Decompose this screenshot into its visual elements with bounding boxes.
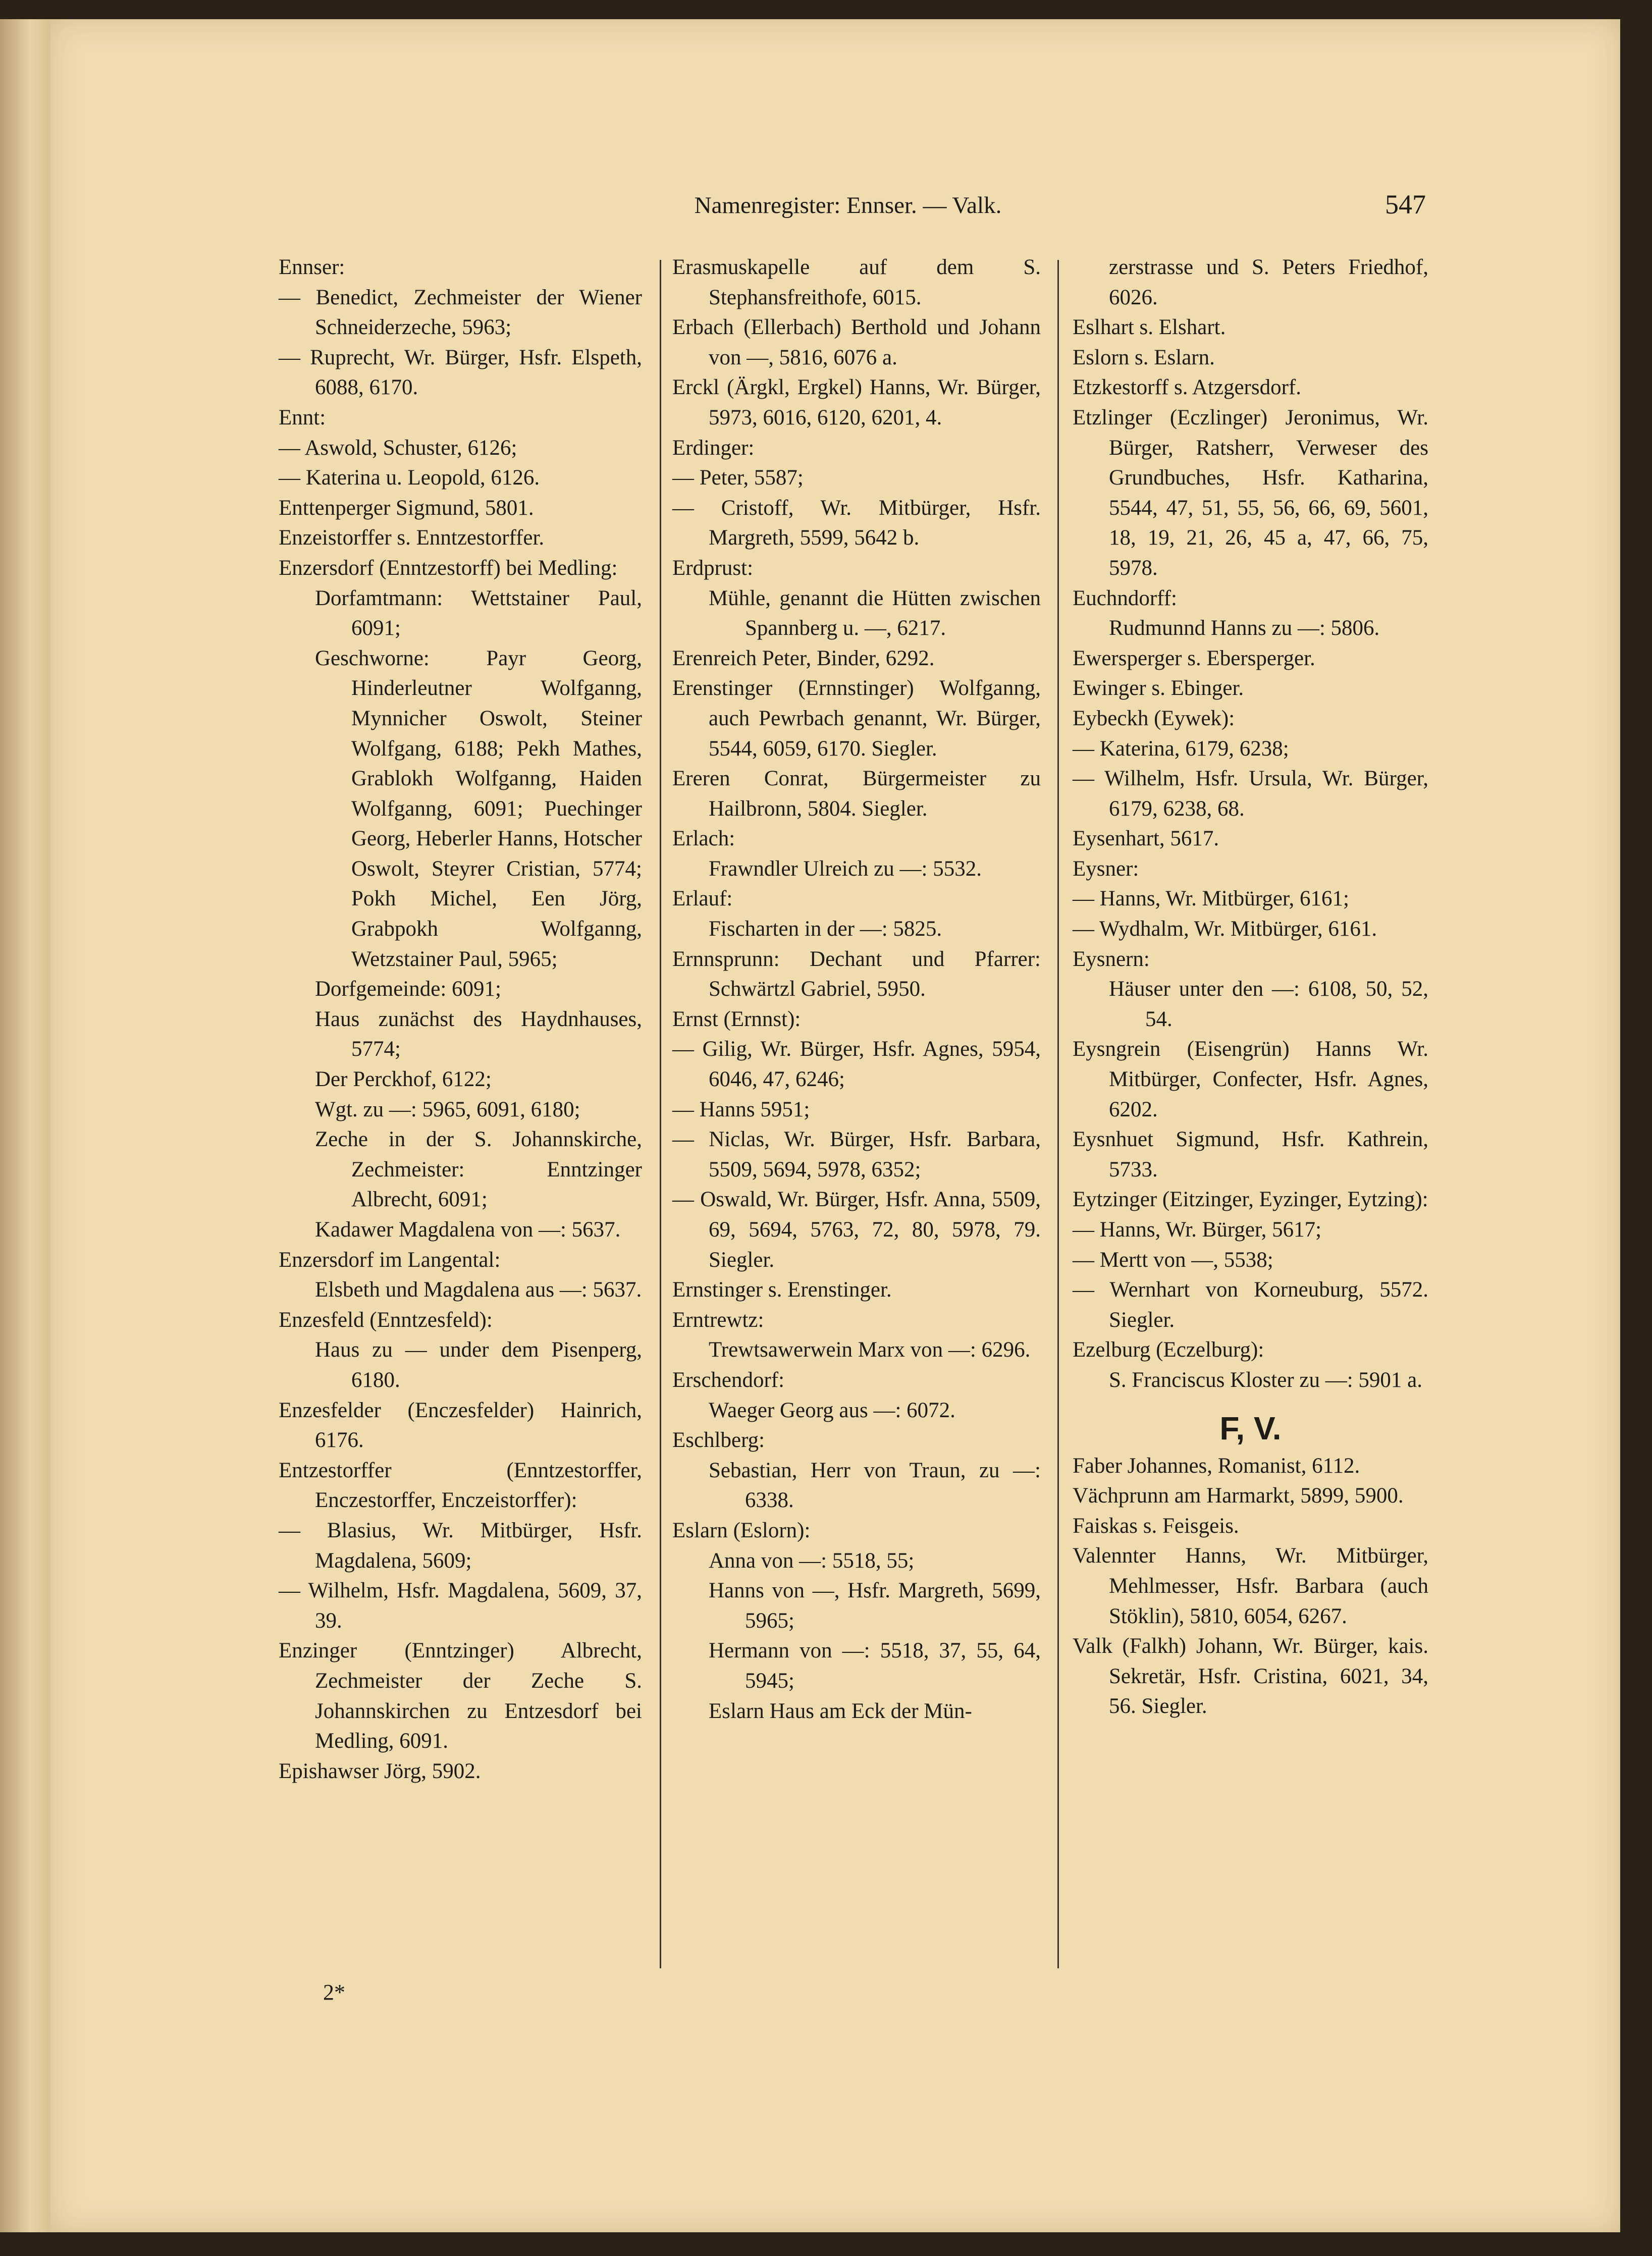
entry-sub: — Katerina u. Leopold, 6126. xyxy=(279,466,540,490)
entry-heading: Eysenhart, 5617. xyxy=(1073,827,1219,851)
entry-heading: Valk (Falkh) Johann, Wr. Bürger, kais. Sekretär, Hsfr. Cristina, 6021, 34, 56. Siegler. xyxy=(1073,1634,1428,1718)
entry-sub: — Wilhelm, Hsfr. Magdalena, 5609, 37, 39. xyxy=(279,1579,642,1633)
entry-heading: Ennt: xyxy=(279,405,326,429)
entry-sub: Rudmunnd Hanns zu —: 5806. xyxy=(1109,616,1380,640)
entry-heading: Erdprust: xyxy=(672,556,754,580)
entry-heading: Eysner: xyxy=(1073,856,1139,881)
entry-sub: — Mertt von —, 5538; xyxy=(1073,1248,1273,1272)
entry-sub: Trewtsawerwein Marx von —: 6296. xyxy=(709,1338,1031,1362)
entry-sub: — Hanns, Wr. Bürger, 5617; xyxy=(1073,1218,1322,1242)
entry-heading: Ereren Conrat, Bürgermeister zu Hailbronn, 5804. Siegler. xyxy=(672,767,1041,821)
entry-sub: — Oswald, Wr. Bürger, Hsfr. Anna, 5509, 69, 5694, 5763, 72, 80, 5978, 79. Siegler. xyxy=(672,1188,1041,1272)
entry-sub: Wgt. zu —: 5965, 6091, 6180; xyxy=(315,1097,580,1121)
entry-sub: Haus zunächst des Haydnhauses, 5774; xyxy=(315,1007,642,1061)
entry-sub: Haus zu — under dem Pisenperg, 6180. xyxy=(315,1338,642,1392)
entry-heading: Faber Johannes, Romanist, 6112. xyxy=(1073,1454,1360,1478)
entry-continuation: zerstrasse und S. Peters Friedhof, 6026. xyxy=(1109,255,1428,309)
entry-sub: — Wernhart von Korneuburg, 5572. Siegler. xyxy=(1073,1278,1428,1332)
entry-sub: S. Franciscus Kloster zu —: 5901 a. xyxy=(1109,1368,1423,1392)
entry-sub: Anna von —: 5518, 55; xyxy=(709,1548,915,1573)
running-title: Namenregister: Ennser. — Valk. xyxy=(694,192,1002,219)
entry-sub: — Wydhalm, Wr. Mitbürger, 6161. xyxy=(1073,917,1377,941)
signature-mark: 2* xyxy=(323,1980,345,2005)
entry-sub: — Aswold, Schuster, 6126; xyxy=(279,436,517,460)
entry-heading: Enzesfelder (Enczesfelder) Hainrich, 6176. xyxy=(279,1398,642,1453)
entry-heading: Valennter Hanns, Wr. Mitbürger, Mehlmesser, Hsfr. Barbara (auch Stöklin), 5810, 6054, 6267. xyxy=(1073,1544,1428,1628)
entry-heading: Ernnsprunn: Dechant und Pfarrer: Schwärtzl Gabriel, 5950. xyxy=(672,947,1041,1001)
entry-heading: Eslhart s. Elshart. xyxy=(1073,315,1226,340)
entry-heading: Erbach (Ellerbach) Berthold und Johann von —, 5816, 6076 a. xyxy=(672,315,1041,369)
entry-sub: — Cristoff, Wr. Mitbürger, Hsfr. Margreth, 5599, 5642 b. xyxy=(672,496,1041,550)
entry-heading: Eschlberg: xyxy=(672,1428,765,1453)
entry-sub: Eslarn Haus am Eck der Mün- xyxy=(709,1699,972,1723)
entry-heading: Ezelburg (Eczelburg): xyxy=(1073,1338,1264,1362)
entry-sub: Häuser unter den —: 6108, 50, 52, 54. xyxy=(1109,977,1428,1031)
entry-sub: Frawndler Ulreich zu —: 5532. xyxy=(709,856,982,881)
page-gutter xyxy=(0,19,50,2232)
entry-heading: Eysngrein (Eisengrün) Hanns Wr. Mitbürger, Confecter, Hsfr. Agnes, 6202. xyxy=(1073,1037,1428,1121)
entry-heading: Enzesfeld (Enntzesfeld): xyxy=(279,1308,493,1332)
entry-heading: Eslarn (Eslorn): xyxy=(672,1518,811,1542)
entry-heading: Vächprunn am Harmarkt, 5899, 5900. xyxy=(1073,1484,1404,1508)
entry-sub: — Niclas, Wr. Bürger, Hsfr. Barbara, 5509, 5694, 5978, 6352; xyxy=(672,1127,1041,1181)
entry-heading: Enzinger (Enntzinger) Albrecht, Zechmeister der Zeche S. Johannskirchen zu Entzesdorf bei Medling, 6091. xyxy=(279,1639,642,1753)
column-rule-left xyxy=(660,260,661,1968)
entry-sub: Sebastian, Herr von Traun, zu —: 6338. xyxy=(709,1458,1041,1513)
entry-sub: — Hanns, Wr. Mitbürger, 6161; xyxy=(1073,887,1349,911)
entry-heading: Erckl (Ärgkl, Ergkel) Hanns, Wr. Bürger, 5973, 6016, 6120, 6201, 4. xyxy=(672,375,1041,429)
entry-heading: Erlauf: xyxy=(672,887,733,911)
entry-heading: Etzkestorff s. Atzgersdorf. xyxy=(1073,375,1301,400)
entry-sub: Dorfamtmann: Wettstainer Paul, 6091; xyxy=(315,586,642,640)
entry-sub: — Katerina, 6179, 6238; xyxy=(1073,736,1289,761)
entry-sub: Elsbeth und Magdalena aus —: 5637. xyxy=(315,1278,642,1302)
column-rule-right xyxy=(1057,260,1059,1968)
entry-heading: Eybeckh (Eywek): xyxy=(1073,706,1235,730)
entry-sub: Kadawer Magdalena von —: 5637. xyxy=(315,1218,621,1242)
entry-heading: Ernstinger s. Erenstinger. xyxy=(672,1278,892,1302)
entry-heading: Enzersdorf (Enntzestorff) bei Medling: xyxy=(279,556,618,580)
entry-heading: Etzlinger (Eczlinger) Jeronimus, Wr. Bürger, Ratsherr, Verweser des Grundbuches, Hsfr. Katharina, 5544, 47, 51, 55, 56, 66, 69, 5601, 18, 19, 21, 26, 45 a, 47, 66, 75, 5978. xyxy=(1073,405,1428,580)
entry-sub: — Ruprecht, Wr. Bürger, Hsfr. Elspeth, 6088, 6170. xyxy=(279,345,642,400)
section-heading: F, V. xyxy=(1219,1410,1282,1446)
entry-heading: Enzersdorf im Langental: xyxy=(279,1248,501,1272)
entry-sub: — Peter, 5587; xyxy=(672,466,804,490)
index-column-3 xyxy=(1073,252,1428,1722)
entry-heading: Ewersperger s. Ebersperger. xyxy=(1073,646,1315,670)
entry-sub: Zeche in der S. Johannskirche, Zechmeister: Enntzinger Albrecht, 6091; xyxy=(315,1127,642,1212)
entry-sub: — Hanns 5951; xyxy=(672,1097,810,1121)
entry-heading: Erenreich Peter, Binder, 6292. xyxy=(672,646,935,670)
entry-sub: Hermann von —: 5518, 37, 55, 64, 5945; xyxy=(709,1639,1041,1693)
entry-heading: Enttenperger Sigmund, 5801. xyxy=(279,496,534,520)
entry-heading: Entzestorffer (Enntzestorffer, Enczestorffer, Enczeistorffer): xyxy=(279,1458,642,1513)
page-number: 547 xyxy=(1385,189,1426,220)
entry-sub: Waeger Georg aus —: 6072. xyxy=(709,1398,955,1422)
entry-heading: Eslorn s. Eslarn. xyxy=(1073,345,1215,369)
entry-sub: Dorfgemeinde: 6091; xyxy=(315,977,501,1001)
entry-sub: Der Perckhof, 6122; xyxy=(315,1067,492,1092)
entry-sub: Mühle, genannt die Hütten zwischen Spannberg u. —, 6217. xyxy=(709,586,1041,640)
entry-heading: Ernst (Ernnst): xyxy=(672,1007,801,1031)
entry-heading: Eytzinger (Eitzinger, Eyzinger, Eytzing): xyxy=(1073,1188,1428,1212)
entry-heading: Eysnhuet Sigmund, Hsfr. Kathrein, 5733. xyxy=(1073,1127,1428,1181)
entry-heading: Ewinger s. Ebinger. xyxy=(1073,676,1244,701)
entry-sub: — Wilhelm, Hsfr. Ursula, Wr. Bürger, 6179, 6238, 68. xyxy=(1073,767,1428,821)
entry-heading: Eysnern: xyxy=(1073,947,1150,971)
entry-heading: Ennser: xyxy=(279,255,345,279)
entry-sub: Fischarten in der —: 5825. xyxy=(709,917,942,941)
index-column-2 xyxy=(672,252,1041,1726)
entry-heading: Erschendorf: xyxy=(672,1368,785,1392)
entry-heading: Epishawser Jörg, 5902. xyxy=(279,1759,481,1783)
entry-sub: — Benedict, Zechmeister der Wiener Schneiderzeche, 5963; xyxy=(279,285,642,340)
entry-sub: — Gilig, Wr. Bürger, Hsfr. Agnes, 5954, 6046, 47, 6246; xyxy=(672,1037,1041,1092)
entry-sub: Geschworne: Payr Georg, Hinderleutner Wolfganng, Mynnicher Oswolt, Steiner Wolfgang, 6188; Pekh Mathes, Grablokh Wolfganng, Haiden Wolfganng, 6091; Puechinger Georg, Heberler Hanns, Hotscher Oswolt, Steyrer Cristian, 5774; Pokh Michel, Een Jörg, Grabpokh Wolfganng, Wetzstainer Paul, 5965; xyxy=(315,646,642,971)
entry-heading: Erlach: xyxy=(672,827,735,851)
entry-heading: Erenstinger (Ernnstinger) Wolfganng, auch Pewrbach genannt, Wr. Bürger, 5544, 6059, 6170. Siegler. xyxy=(672,676,1041,761)
entry-heading: Erntrewtz: xyxy=(672,1308,764,1332)
entry-heading: Enzeistorffer s. Enntzestorffer. xyxy=(279,526,545,550)
entry-heading: Erdinger: xyxy=(672,436,755,460)
entry-sub: Hanns von —, Hsfr. Margreth, 5699, 5965; xyxy=(709,1579,1041,1633)
index-column-1 xyxy=(279,252,642,1786)
entry-heading: Faiskas s. Feisgeis. xyxy=(1073,1514,1239,1538)
entry-heading: Erasmuskapelle auf dem S. Stephansfreithofe, 6015. xyxy=(672,255,1041,309)
entry-sub: — Blasius, Wr. Mitbürger, Hsfr. Magdalena, 5609; xyxy=(279,1518,642,1573)
entry-heading: Euchndorff: xyxy=(1073,586,1177,610)
